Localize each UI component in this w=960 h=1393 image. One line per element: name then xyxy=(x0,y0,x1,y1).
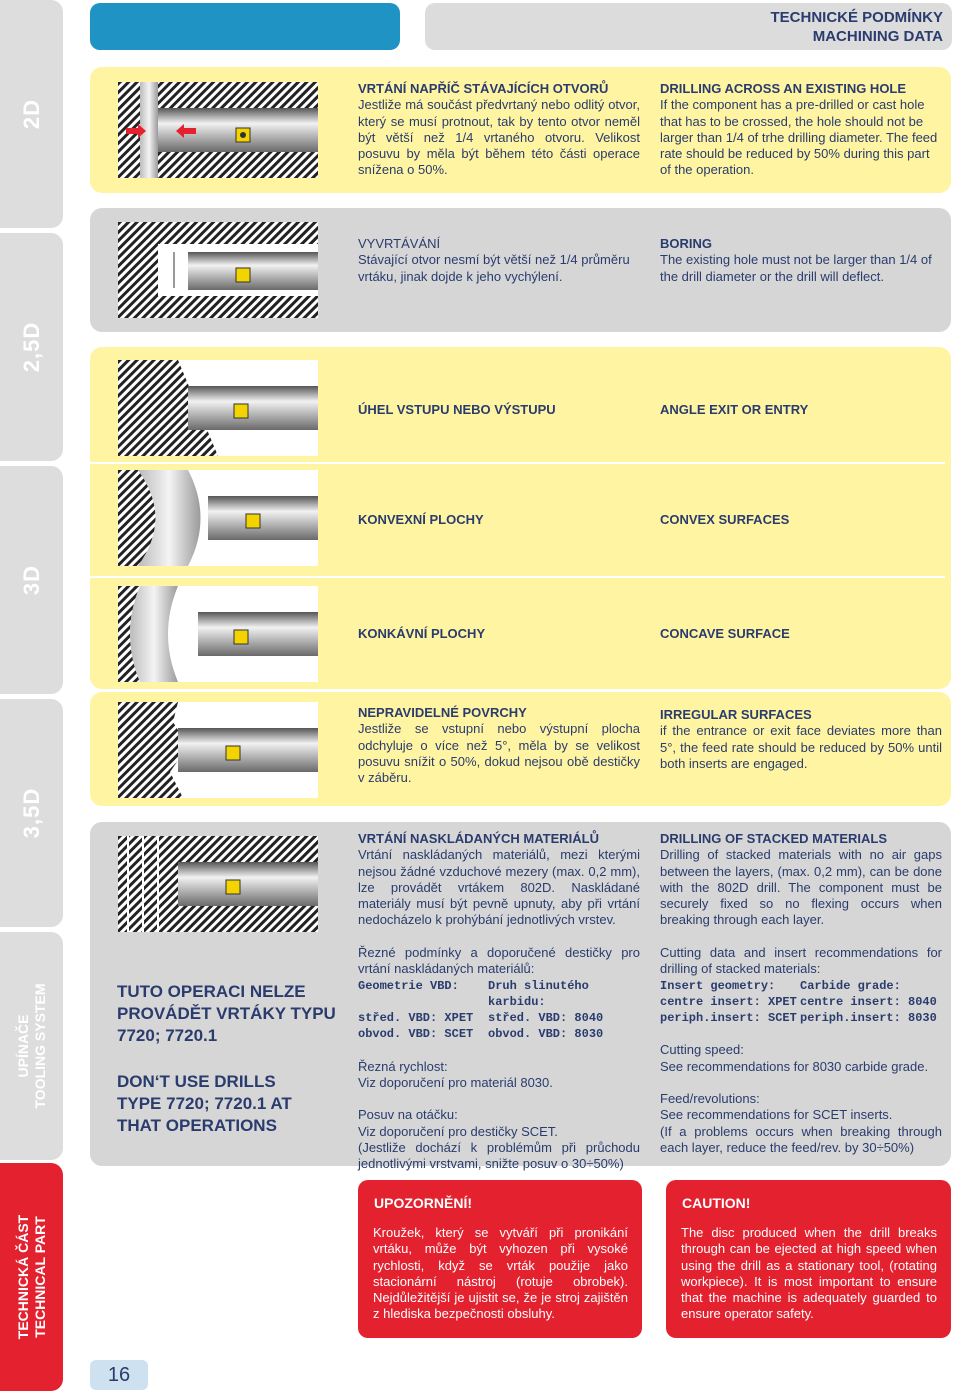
sidebar-tab-label: 3D xyxy=(18,564,44,596)
sidebar-tab-label: TECHNICKÁ ČÁST TECHNICAL PART xyxy=(14,1214,48,1340)
sidebar-tab-2d[interactable] xyxy=(0,0,63,228)
concave-en: CONCAVE SURFACE xyxy=(660,626,790,641)
page-number: 16 xyxy=(90,1360,148,1390)
boring-cz: VYVRTÁVÁNÍ Stávající otvor nesmí být větší než 1/4 průměru vrtáku, jinak dojde k jeho vychýlení. xyxy=(358,236,630,284)
sidebar-tab-25d[interactable] xyxy=(0,233,63,461)
sidebar-tab-label: 2,5D xyxy=(18,321,44,373)
drilling-across-illustration xyxy=(118,82,318,178)
sidebar-tab-label: 3,5D xyxy=(18,787,44,839)
caution-title-cz: UPOZORNĚNÍ! xyxy=(374,1195,472,1211)
stacked-reco-en: Cutting data and insert recommendations for drilling of stacked materials: Insert geometry: Carbide grade: centre insert: XPET centre insert: 8040 periph.insert: SCET periph.insert: 8030 Cutting speed: See recommendations for 8030 carbide grade. Feed/revolutions: See recommendations for SCET inserts. (If a problems occurs when breaking through each layer, reduce the feed/rev. by 30÷50%) xyxy=(660,945,942,1155)
sidebar-tab-tooling-system[interactable] xyxy=(0,932,63,1160)
drilling-across-en: DRILLING ACROSS AN EXISTING HOLE If the component has a pre-drilled or cast hole that has to be crossed, the hole should not be larger than 1/4 of trhe drilling diameter. The feed rate should be reduced by 50% during this part of the operation. xyxy=(660,81,938,178)
stacked-reco-cz-table: Geometrie VBD: Druh slinutého karbidu: střed. VBD: XPET střed. VBD: 8040 obvod. VBD: SCET obvod. VBD: 8030 xyxy=(358,978,604,1042)
convex-illustration xyxy=(118,470,318,566)
convex-en: CONVEX SURFACES xyxy=(660,512,790,527)
concave-cz: KONKÁVNÍ PLOCHY xyxy=(358,626,486,641)
stacked-warning-en: DON‘T USE DRILLS TYPE 7720; 7720.1 AT THAT OPERATIONS xyxy=(117,1072,292,1135)
surfaces-divider xyxy=(90,462,945,464)
sidebar-tab-35d[interactable] xyxy=(0,699,63,927)
concave-illustration xyxy=(118,586,318,682)
sidebar-tab-label: 2D xyxy=(18,98,44,130)
header-bar xyxy=(425,3,952,50)
angle-en: ANGLE EXIT OR ENTRY xyxy=(660,402,809,417)
sidebar-tab-label: UPÍNAČE TOOLING SYSTEM xyxy=(14,983,48,1109)
irregular-en: IRREGULAR SURFACES if the entrance or exit face deviates more than 5°, the feed rate should be reduced by 50% until both inserts are engaged. xyxy=(660,707,942,771)
caution-box-en xyxy=(666,1180,951,1338)
caution-text-cz: Kroužek, který se vytváří při pronikání vrtáku, může být vyhozen při vysoké rychlosti, když se vrták použije jako stacionární nástroj (rotuje obrobek). Nejdůležitější je ujistit se, že je stroj zajištěn z hlediska bezpečnosti obsluhy. xyxy=(373,1225,628,1322)
boring-en: BORING The existing hole must not be larger than 1/4 of the drill diameter or the drill will deflect. xyxy=(660,236,932,284)
header-accent-bar xyxy=(90,3,400,50)
convex-cz: KONVEXNÍ PLOCHY xyxy=(358,512,484,527)
stacked-warning-cz: TUTO OPERACI NELZE PROVÁDĚT VRTÁKY TYPU 7720; 7720.1 xyxy=(117,982,336,1045)
boring-illustration xyxy=(118,222,318,318)
irregular-cz: NEPRAVIDELNÉ POVRCHY Jestliže se vstupní nebo výstupní plocha odchyluje o více než 5°, měla by se velikost posuvu snížit o 50%, dokud nejsou obě destičky v záběru. xyxy=(358,705,640,786)
surfaces-divider xyxy=(90,576,945,578)
stacked-cz: VRTÁNÍ NASKLÁDANÝCH MATERIÁLŮ Vrtání naskládaných materiálů, mezi kterými nejsou žádné vzduchové mezery (max. 0,2 mm), lze provádět vrtákem 802D. Naskládané materiály musí být pevně upnuty, aby při vrtání nedocházelo k prohýbání jednotlivých vrstev. xyxy=(358,831,640,928)
sidebar-tab-technical-part[interactable] xyxy=(0,1163,63,1391)
stacked-illustration xyxy=(118,836,318,932)
caution-title-en: CAUTION! xyxy=(682,1195,751,1211)
caution-text-en: The disc produced when the drill breaks through can be ejected at high speed when using the drill as a stationary tool, (rotating workpiece). It is most important to ensure that the machine is adequately guarded to ensure operator safety. xyxy=(681,1225,937,1322)
stacked-reco-en-table: Insert geometry: Carbide grade: centre insert: XPET centre insert: 8040 periph.insert: SCET periph.insert: 8030 xyxy=(660,978,937,1026)
stacked-en: DRILLING OF STACKED MATERIALS Drilling of stacked materials with no air gaps between the layers, (max. 0,2 mm), can be done with the 802D drill. The component must be securely fixed so no flexing occurs when breaking through each layer. xyxy=(660,831,942,928)
drilling-across-cz: VRTÁNÍ NAPŘÍČ STÁVAJÍCÍCH OTVORŮ Jestliže má součást předvrtaný nebo odlitý otvor, který se musí protnout, tak by tento otvor neměl být větší než 1/4 vrtaného otvoru. Velikost posuvu by měla být během této části operace snížena o 50%. xyxy=(358,81,640,178)
angle-cz: ÚHEL VSTUPU NEBO VÝSTUPU xyxy=(358,402,556,417)
stacked-reco-cz: Řezné podmínky a doporučené destičky pro vrtání naskládaných materiálů: Geometrie VBD: Druh slinutého karbidu: střed. VBD: XPET střed. VBD: 8040 obvod. VBD: SCET obvod. VBD: 8030 Řezná rychlost: Viz doporučení pro materiál 8030. Posuv na otáčku: Viz doporučení pro destičky SCET. (Jestliže dochází k problémům při průchodu jednotlivými vrstvami, snižte posuv o 30÷50%) xyxy=(358,945,640,1172)
irregular-illustration xyxy=(118,702,318,798)
sidebar-tab-3d[interactable] xyxy=(0,466,63,694)
page-title: TECHNICKÉ PODMÍNKY MACHINING DATA xyxy=(770,9,943,45)
caution-box-cz xyxy=(358,1180,642,1338)
angle-illustration xyxy=(118,360,318,456)
